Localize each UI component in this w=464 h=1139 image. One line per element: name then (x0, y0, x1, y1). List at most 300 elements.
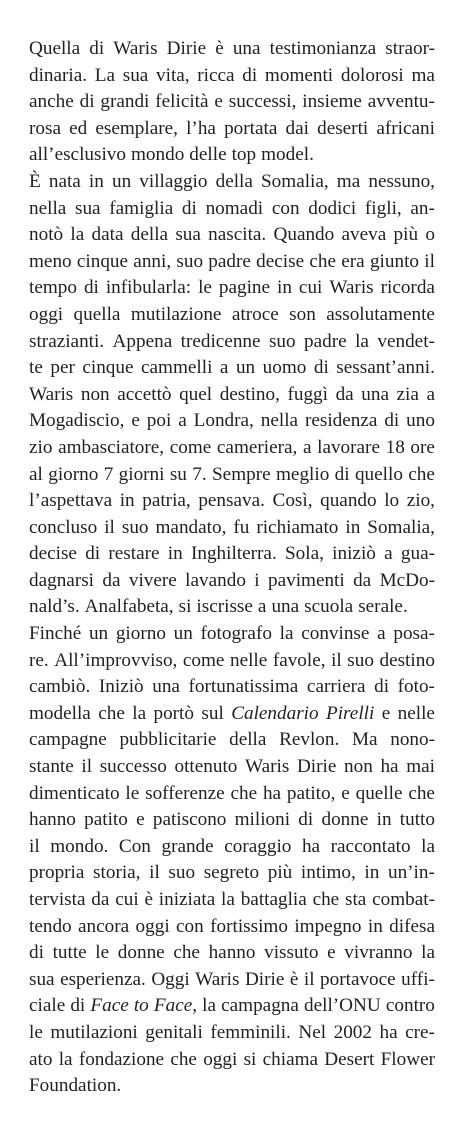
word: sua (175, 224, 201, 246)
word: mai (406, 756, 435, 778)
word: le (95, 942, 110, 964)
word: ha (262, 782, 282, 804)
word: cinque (76, 250, 129, 272)
word: battaglia (240, 889, 307, 910)
word: ma (336, 170, 361, 192)
word: o (425, 224, 435, 246)
text-line (29, 222, 435, 249)
word: Revlon. (279, 729, 340, 751)
word: donne (321, 809, 369, 831)
word: coraggio (224, 835, 292, 857)
word: uno (406, 410, 435, 432)
word: vita, (156, 64, 190, 86)
word: Waris (113, 38, 158, 59)
word: di (89, 38, 105, 59)
word: assolutamente (326, 303, 435, 325)
word: suo (176, 250, 204, 272)
word: dai (285, 117, 309, 139)
word: che (309, 250, 337, 272)
text-line (29, 302, 435, 329)
word: donne (117, 942, 165, 964)
word: il (303, 968, 315, 990)
word: tredicenne (180, 330, 261, 352)
word: Dirie (244, 968, 285, 990)
word: africani (376, 117, 435, 139)
text-line (29, 967, 435, 994)
word: pagine (218, 277, 271, 299)
word: raccontato (330, 835, 411, 857)
word: Ma (351, 729, 378, 751)
word: Quella (29, 38, 81, 59)
word: ha (380, 756, 399, 778)
word: decise (256, 250, 305, 272)
text-line (29, 674, 435, 701)
word: fortunatissima (188, 676, 299, 698)
word: ha (301, 835, 321, 857)
word: nessuno, (368, 170, 435, 192)
word: top (231, 144, 257, 166)
word: in (277, 277, 292, 299)
word: in (376, 809, 392, 831)
word: da (335, 383, 354, 405)
word: portò (153, 702, 194, 724)
word: cui (115, 889, 139, 910)
word: re. (29, 649, 49, 671)
word: data (91, 224, 124, 246)
word: da (353, 569, 372, 591)
word: il (149, 862, 160, 884)
word: Sempre (212, 463, 271, 485)
word: villaggio (139, 170, 208, 192)
word: delle (189, 144, 227, 166)
word: a (257, 596, 267, 618)
word: nella (29, 197, 67, 219)
word: tendo (29, 915, 72, 937)
word: come (169, 436, 212, 458)
word: pavimenti (267, 569, 345, 591)
word: il (81, 756, 93, 778)
word: vissuto (264, 942, 319, 964)
word: in (345, 516, 361, 538)
word: quello (354, 463, 403, 485)
word: la (132, 702, 147, 724)
word: zia (396, 383, 419, 405)
text-line (29, 541, 435, 568)
word: al (29, 463, 43, 485)
word: atroce (231, 303, 279, 325)
word: un (88, 623, 109, 645)
word: sua (75, 197, 101, 219)
word: più (393, 224, 419, 246)
word: cammelli (141, 357, 213, 379)
word: portavoce (320, 968, 396, 990)
word: un (173, 623, 193, 645)
word: era (341, 250, 365, 272)
word: sta (345, 889, 367, 910)
word: Waris (329, 277, 374, 299)
word: all’esclusivo (29, 144, 126, 166)
word: nella (260, 410, 299, 432)
word: stante (29, 756, 74, 778)
word: ottenuto (174, 756, 238, 778)
word: hanno (208, 942, 256, 964)
word: sua (29, 968, 55, 990)
text-line (29, 568, 435, 595)
word: giunto (369, 250, 419, 272)
word: convinse (301, 623, 370, 645)
word: l’ha (186, 117, 216, 139)
word: di (374, 676, 390, 698)
word: suo (121, 516, 149, 538)
text-line (29, 249, 435, 276)
word: e (136, 809, 145, 831)
word: model. (261, 144, 314, 166)
word: te (29, 357, 43, 379)
word: patria, (142, 490, 191, 512)
word: concluso (29, 516, 98, 538)
text-line (29, 781, 435, 808)
word: di (181, 197, 197, 219)
word: di (85, 543, 101, 565)
word: il (331, 649, 342, 671)
word: successo (99, 756, 167, 778)
italic-word: Face, (153, 995, 198, 1017)
word: cambiò. (29, 676, 91, 698)
text-line (29, 993, 435, 1020)
text-line (29, 727, 435, 754)
word: di (79, 91, 95, 113)
word: come (182, 649, 225, 671)
word: di (242, 64, 258, 86)
text-line (29, 462, 435, 489)
word: Nel (298, 1021, 327, 1043)
text-line (29, 382, 435, 409)
word: che (173, 942, 200, 964)
word: il (104, 516, 115, 538)
word: una (152, 676, 180, 698)
word: infibularla: (105, 277, 192, 299)
word: avventu- (367, 91, 435, 113)
text-line (29, 63, 435, 90)
word: esemplare, (95, 117, 178, 139)
text-line (29, 169, 435, 196)
word: posa- (393, 623, 435, 645)
word: aveva (341, 224, 387, 246)
text-line (29, 196, 435, 223)
word: e (131, 410, 140, 432)
italic-word: Pirelli (326, 702, 375, 724)
italic-word: to (133, 995, 149, 1017)
word: la (421, 942, 435, 964)
word: oggi (203, 1048, 238, 1070)
word: fortissimo (210, 915, 288, 937)
word: lavando (185, 569, 246, 591)
word: a (377, 623, 386, 645)
word: in (88, 170, 104, 192)
word: la (421, 835, 435, 857)
word: cui (298, 277, 323, 299)
word: nelle (397, 702, 435, 724)
word: non (80, 383, 110, 405)
word: in (367, 915, 383, 937)
word: sua (122, 64, 149, 86)
word: Oggi (151, 968, 190, 990)
word: un (235, 357, 256, 379)
word: cinque (82, 357, 134, 379)
word: una (271, 596, 300, 618)
word: dolorosi (340, 64, 404, 86)
word: quando (320, 490, 377, 512)
word: scuola (304, 596, 354, 618)
word: la (279, 623, 294, 645)
word: Waris (29, 383, 74, 405)
word: mutilazione (130, 303, 222, 325)
text-line (29, 36, 435, 63)
word: 7 (103, 463, 114, 485)
word: ore (410, 436, 435, 458)
word: Flower (380, 1048, 435, 1070)
word: milioni (234, 809, 291, 831)
word: grandi (100, 91, 150, 113)
word: nomadi (205, 197, 264, 219)
word: mondo (130, 144, 185, 166)
text-line (29, 1020, 435, 1047)
word: campagna (221, 995, 299, 1017)
word: le (125, 782, 140, 804)
word: che (170, 1048, 197, 1070)
word: uomo (262, 357, 307, 379)
word: è (144, 889, 153, 910)
word: famiglia (109, 197, 174, 219)
word: quella (73, 303, 121, 325)
word: oggi (135, 915, 170, 937)
word: genitali (145, 1021, 203, 1043)
word: dinaria. (29, 64, 88, 86)
word: McDo- (379, 569, 435, 591)
word: La (94, 64, 116, 86)
word: Dirie (296, 756, 337, 778)
word: 18 (385, 436, 405, 458)
word: testimonianza (269, 38, 377, 59)
word: uffi- (401, 968, 435, 990)
word: patito, (286, 782, 336, 804)
word: tempo (29, 277, 77, 299)
word: in (364, 862, 380, 884)
word: una (232, 38, 261, 59)
word: lo (384, 490, 400, 512)
word: di (70, 995, 86, 1017)
word: fu (233, 516, 250, 538)
word: in (119, 490, 135, 512)
word: quel (179, 383, 213, 405)
text-line (29, 488, 435, 515)
word: zio (29, 436, 53, 458)
word: giorno (115, 623, 166, 645)
word: patiscono (152, 809, 227, 831)
word: modella (29, 702, 91, 724)
word: la (58, 1048, 73, 1070)
word: in (167, 543, 183, 565)
word: ed (69, 117, 88, 139)
word: vivere (128, 569, 177, 591)
word: è (215, 38, 224, 59)
text-line (29, 329, 435, 356)
word: favole, (272, 649, 326, 671)
text-line (29, 116, 435, 143)
word: nelle (229, 649, 268, 671)
word: che (230, 782, 258, 804)
word: ato (29, 1048, 53, 1070)
word: Mogadiscio, (29, 410, 125, 432)
word: felicità (155, 91, 209, 113)
word: a (219, 357, 229, 379)
word: intimo, (300, 862, 356, 884)
word: l’aspettava (29, 490, 113, 512)
word: di (83, 277, 99, 299)
text-line (29, 860, 435, 887)
word: un’in- (387, 862, 435, 884)
word: meno (29, 250, 72, 272)
word: della (130, 224, 169, 246)
word: nald’s. (29, 596, 80, 618)
word: di (29, 942, 44, 964)
word: mondo. (50, 835, 109, 857)
text-line (29, 594, 435, 621)
word: notò (29, 224, 64, 246)
word: fotografo (200, 623, 272, 645)
word: momenti (264, 64, 334, 86)
word: Waris (195, 968, 240, 990)
word: nascita. (208, 224, 267, 246)
word: Con (118, 835, 151, 857)
word: a (302, 436, 312, 458)
word: vendet- (377, 330, 435, 352)
word: sul (201, 702, 224, 724)
text-line (29, 834, 435, 861)
word: nono- (390, 729, 435, 751)
text-line (29, 515, 435, 542)
word: giorni (118, 463, 165, 485)
word: quelle (355, 782, 403, 804)
word: esperienza. (60, 968, 146, 990)
word: restare (108, 543, 160, 565)
word: su (169, 463, 187, 485)
word: di (334, 463, 350, 485)
word: ambasciatore, (58, 436, 165, 458)
word: mutilazioni (50, 1021, 138, 1043)
word: il (29, 835, 40, 857)
word: contro (385, 995, 435, 1017)
word: è (289, 968, 299, 990)
word: dodici (308, 197, 357, 219)
word: Somalia, (367, 516, 435, 538)
text-line (29, 940, 435, 967)
text-line (29, 914, 435, 941)
word: Waris (245, 756, 290, 778)
word: Finché (29, 623, 82, 645)
word: nata (48, 170, 81, 192)
word: che (408, 463, 435, 485)
word: giorno (48, 463, 99, 485)
word: straor- (385, 38, 435, 59)
word: accettò (117, 383, 172, 405)
word: Analfabeta, (84, 596, 174, 618)
word: an- (410, 197, 435, 219)
word: 7. (192, 463, 207, 485)
word: più (267, 862, 293, 884)
word: residenza (304, 410, 378, 432)
word: la (355, 330, 369, 352)
word: successi, (228, 91, 297, 113)
word: decise (29, 543, 77, 565)
word: e (327, 942, 336, 964)
word: Sola, (285, 543, 324, 565)
word: insieme (302, 91, 362, 113)
word: iscrisse (196, 596, 253, 618)
word: destino (379, 649, 435, 671)
word: zio, (406, 490, 435, 512)
word: di (384, 410, 400, 432)
text-line (29, 1047, 435, 1074)
text-line (29, 648, 435, 675)
word: le (29, 1021, 43, 1043)
word: ricorda (380, 277, 435, 299)
word: e (381, 702, 391, 724)
word: rosa (29, 117, 61, 139)
word: destino, (219, 383, 280, 405)
word: hanno (29, 809, 76, 831)
word: cre- (405, 1021, 435, 1043)
text-line (29, 1073, 435, 1100)
word: portata (224, 117, 278, 139)
word: Dirie (166, 38, 207, 59)
text-line (29, 807, 435, 834)
word: sofferenze (145, 782, 225, 804)
text-line (29, 621, 435, 648)
word: Londra, (193, 410, 254, 432)
word: È (29, 170, 41, 192)
word: 2002 (333, 1021, 372, 1043)
word: son (289, 303, 316, 325)
word: tutte (52, 942, 87, 964)
word: a (384, 543, 393, 565)
word: la (202, 995, 217, 1017)
text-line (29, 89, 435, 116)
body-text (29, 36, 435, 1100)
text-line (29, 275, 435, 302)
word: a (178, 410, 187, 432)
word: difesa (389, 915, 435, 937)
word: sessant’anni. (336, 357, 435, 379)
word: che (408, 782, 435, 804)
word: segreto (203, 862, 260, 884)
word: lavorare (317, 436, 380, 458)
word: meglio (276, 463, 330, 485)
word: le (198, 277, 212, 299)
word: oggi (29, 303, 64, 325)
word: iniziò (332, 543, 376, 565)
word: Così, (272, 490, 313, 512)
word: tutto (399, 809, 435, 831)
word: si (178, 596, 192, 618)
word: per (50, 357, 75, 379)
word: anche (29, 91, 74, 113)
word: dell’ONU (304, 995, 381, 1017)
word: e (214, 91, 223, 113)
word: da (91, 889, 110, 910)
italic-word: Face (90, 995, 129, 1017)
word: strazianti. (29, 330, 105, 352)
